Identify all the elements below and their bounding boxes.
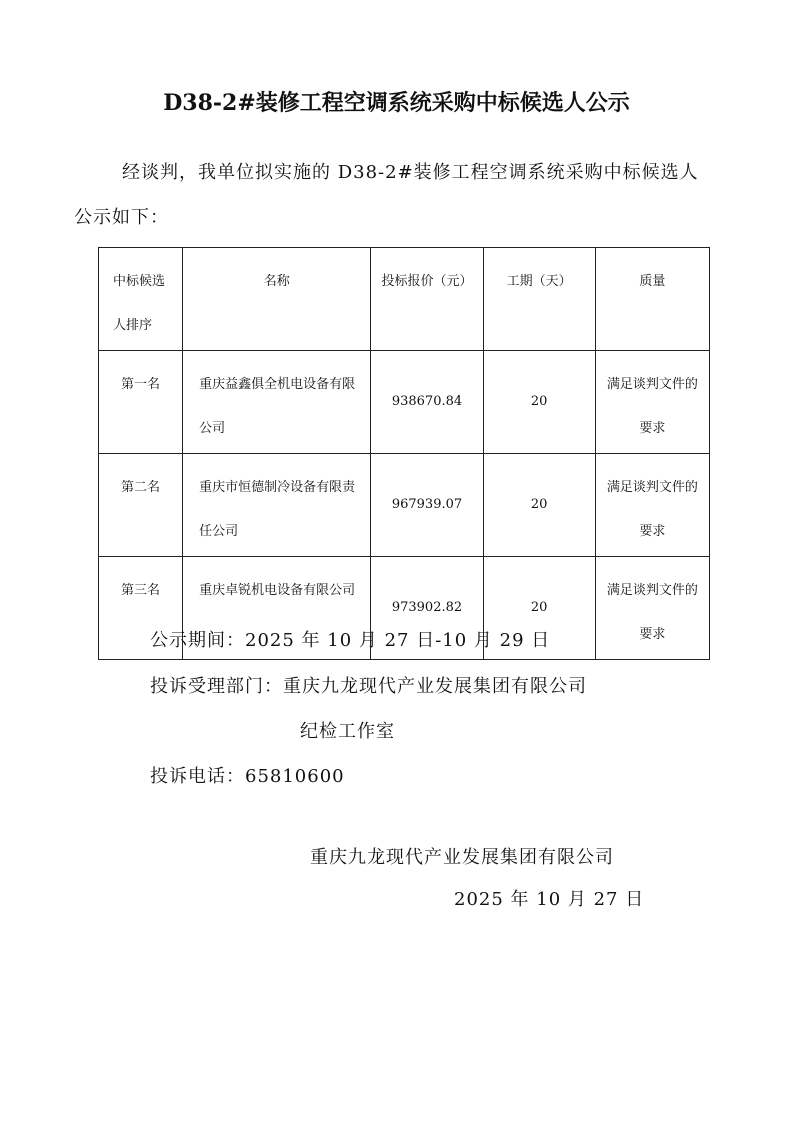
quality-cell: 满足谈判文件的要求 [595, 454, 709, 557]
table-header-row [99, 248, 710, 351]
company-name-cell: 重庆卓锐机电设备有限公司 [183, 557, 371, 660]
header-period: 工期（天） [483, 248, 595, 351]
period-cell: 20 [483, 454, 595, 557]
complaint-phone: 投诉电话：65810600 [150, 766, 345, 787]
intro-paragraph-line2: 公示如下： [74, 207, 169, 228]
bid-price-cell: 973902.82 [371, 557, 483, 660]
company-name-cell: 重庆市恒德制冷设备有限责任公司 [183, 454, 371, 557]
table-row [99, 351, 710, 454]
quality-cell: 满足谈判文件的要求 [595, 351, 709, 454]
header-quality: 质量 [595, 248, 709, 351]
period-cell: 20 [483, 557, 595, 660]
table-row [99, 454, 710, 557]
rank-cell: 第三名 [99, 557, 183, 660]
header-rank: 中标候选人排序 [99, 248, 183, 351]
bid-price-cell: 938670.84 [371, 351, 483, 454]
signature-organization: 重庆九龙现代产业发展集团有限公司 [310, 847, 614, 868]
intro-paragraph-line1: 经谈判，我单位拟实施的 D38-2#装修工程空调系统采购中标候选人 [122, 162, 699, 183]
document-title: D38-2#装修工程空调系统采购中标候选人公示 [163, 90, 630, 116]
quality-cell: 满足谈判文件的要求 [595, 557, 709, 660]
company-name-cell: 重庆益鑫俱全机电设备有限公司 [183, 351, 371, 454]
header-name: 名称 [183, 248, 371, 351]
rank-cell: 第一名 [99, 351, 183, 454]
signature-date: 2025 年 10 月 27 日 [454, 889, 645, 910]
candidate-table [98, 247, 710, 660]
rank-cell: 第二名 [99, 454, 183, 557]
bid-price-cell: 967939.07 [371, 454, 483, 557]
complaint-department-office: 纪检工作室 [300, 721, 395, 742]
period-cell: 20 [483, 351, 595, 454]
complaint-department: 投诉受理部门：重庆九龙现代产业发展集团有限公司 [150, 676, 587, 697]
notice-period: 公示期间：2025 年 10 月 27 日-10 月 29 日 [150, 630, 551, 651]
header-bid: 投标报价（元） [371, 248, 483, 351]
